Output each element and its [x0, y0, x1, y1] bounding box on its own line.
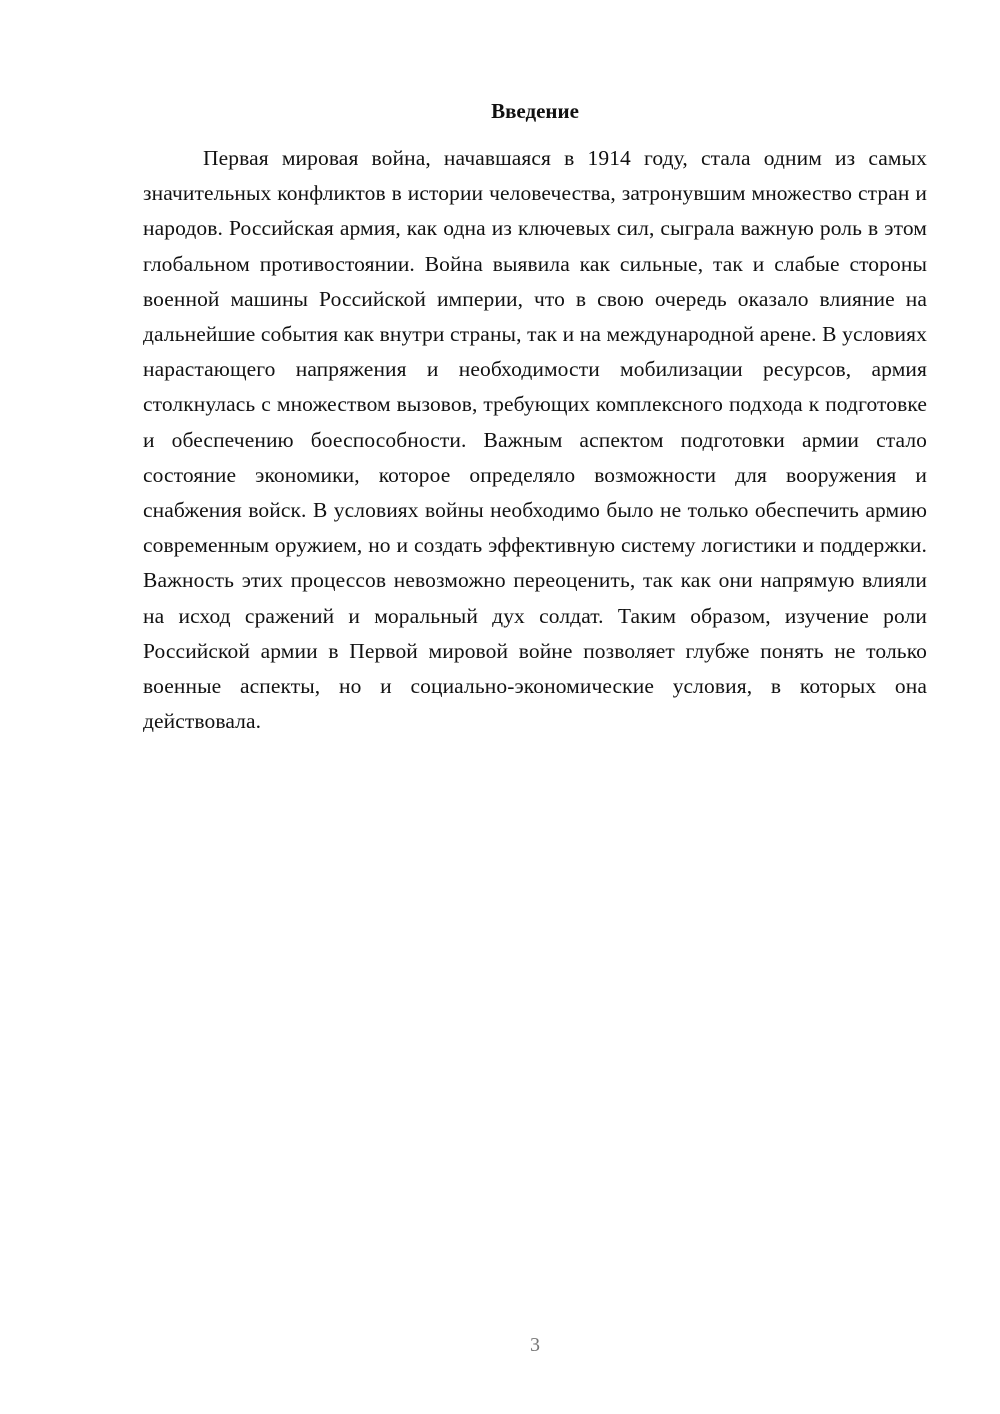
- section-heading: Введение: [491, 99, 579, 123]
- page-number: 3: [530, 1334, 540, 1356]
- body-paragraph: Первая мировая война, начавшаяся в 1914 году, стала одним из самых значительных конфликтов в истории человечества, затронувшим множество стран и народов. Российская армия, как одна из ключевых сил, сыграла важную роль в этом глобальном противостоянии. Война выявила как сильные, так и слабые стороны военной машины Российской империи, что в свою очередь оказало влияние на дальнейшие события как внутри страны, так и на международной арене. В условиях нарастающего напряжения и необходимости мобилизации ресурсов, армия столкнулась с множеством вызовов, требующих комплексного подхода к подготовке и обеспечению боеспособности. Важным аспектом подготовки армии стало состояние экономики, которое определяло возможности для вооружения и снабжения войск. В условиях войны необходимо было не только обеспечить армию современным оружием, но и создать эффективную систему логистики и поддержки. Важность этих процессов невозможно переоценить, так как они напрямую влияли на исход сражений и моральный дух солдат. Таким образом, изучение роли Российской армии в Первой мировой войне позволяет глубже понять не только военные аспекты, но и социально-экономические условия, в которых она действовала.: [143, 146, 927, 734]
